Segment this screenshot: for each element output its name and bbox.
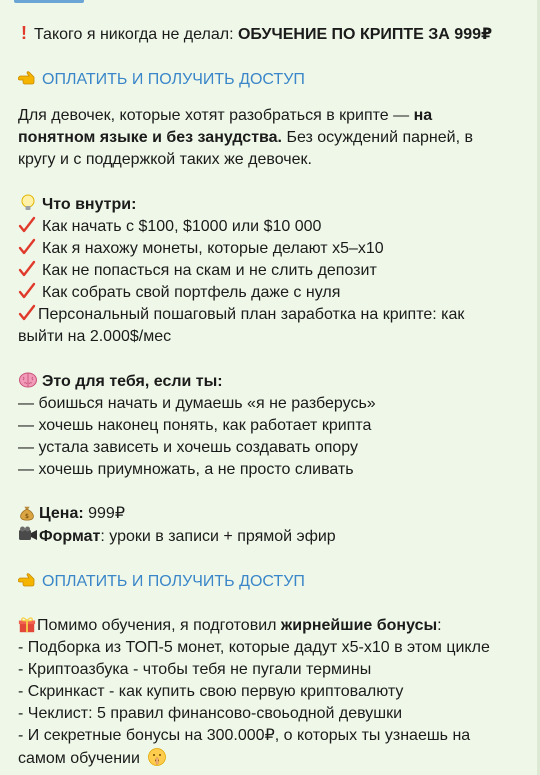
light-bulb-icon bbox=[18, 193, 38, 213]
check-mark-icon bbox=[18, 260, 36, 278]
inside-item: Персональный пошаговый план заработка на крипте: как bbox=[18, 304, 519, 326]
bonus-item: - Чеклист: 5 правил финансово-своьодной девушки bbox=[18, 705, 403, 722]
brain-icon bbox=[18, 370, 38, 390]
pointing-hand-icon bbox=[18, 68, 38, 88]
check-mark-icon bbox=[18, 216, 36, 234]
inside-item-continued: выйти на 2.000$/мес bbox=[18, 328, 172, 345]
sender-bar bbox=[14, 0, 84, 3]
check-mark-icon bbox=[18, 238, 36, 256]
check-mark-icon bbox=[18, 282, 36, 300]
money-bag-icon bbox=[18, 504, 36, 522]
cta-link-bottom[interactable]: ОПЛАТИТЬ И ПОЛУЧИТЬ ДОСТУП bbox=[18, 570, 519, 593]
for-you-item: — устала зависеть и хочешь создавать опору bbox=[18, 439, 359, 456]
red-exclamation-icon: ! bbox=[21, 23, 27, 43]
bonus-item: - Подборка из ТОП-5 монет, которые дадут x5-x10 в этом цикле bbox=[18, 639, 490, 656]
bonus-heading: Помимо обучения, я подготовил жирнейшие бонусы: bbox=[18, 615, 519, 637]
bonus-item-continued: самом обучении bbox=[18, 747, 519, 770]
shushing-face-icon bbox=[147, 747, 167, 767]
inside-heading: Что внутри: bbox=[18, 193, 519, 216]
check-mark-icon bbox=[18, 304, 36, 322]
gift-icon bbox=[18, 616, 36, 634]
inside-item: Как начать с $100, $1000 или $10 000 bbox=[18, 216, 519, 238]
for-you-item: — хочешь приумножать, а не просто сливать bbox=[18, 461, 354, 478]
pointing-hand-icon bbox=[18, 570, 38, 590]
for-you-heading: Это для тебя, если ты: bbox=[18, 370, 519, 393]
headline: ! Такого я никогда не делал: ОБУЧЕНИЕ ПО КРИПТЕ ЗА 999₽ bbox=[18, 22, 519, 46]
inside-item: Как не попасться на скам и не слить депозит bbox=[18, 260, 519, 282]
svg-text:$: $ bbox=[24, 512, 30, 520]
bonus-item: - Криптоазбука - чтобы тебя не пугали термины bbox=[18, 661, 372, 678]
format-line: Формат: уроки в записи + прямой эфир bbox=[18, 525, 519, 548]
price-line: $ Цена: 999₽ bbox=[18, 503, 519, 525]
for-you-item: — боишься начать и думаешь «я не разберусь» bbox=[18, 395, 376, 412]
video-camera-icon bbox=[18, 525, 38, 545]
intro-line-3: кругу и с поддержкой таких же девочек. bbox=[18, 151, 312, 168]
inside-item: Как я нахожу монеты, которые делают x5–x10 bbox=[18, 238, 519, 260]
for-you-item: — хочешь наконец понять, как работает крипта bbox=[18, 417, 372, 434]
cta-link-top[interactable]: ОПЛАТИТЬ И ПОЛУЧИТЬ ДОСТУП bbox=[18, 68, 519, 91]
bonus-item: - Скринкаст - как купить свою первую криптовалюту bbox=[18, 683, 404, 700]
intro-line-2: понятном языке и без занудства. Без осуждений парней, в bbox=[18, 129, 473, 146]
inside-item: Как собрать свой портфель даже с нуля bbox=[18, 282, 519, 304]
bonus-item: - И секретные бонусы на 300.000₽, о которых ты узнаешь на bbox=[18, 727, 471, 744]
intro-line-1: Для девочек, которые хотят разобраться в крипте — на bbox=[18, 107, 433, 124]
